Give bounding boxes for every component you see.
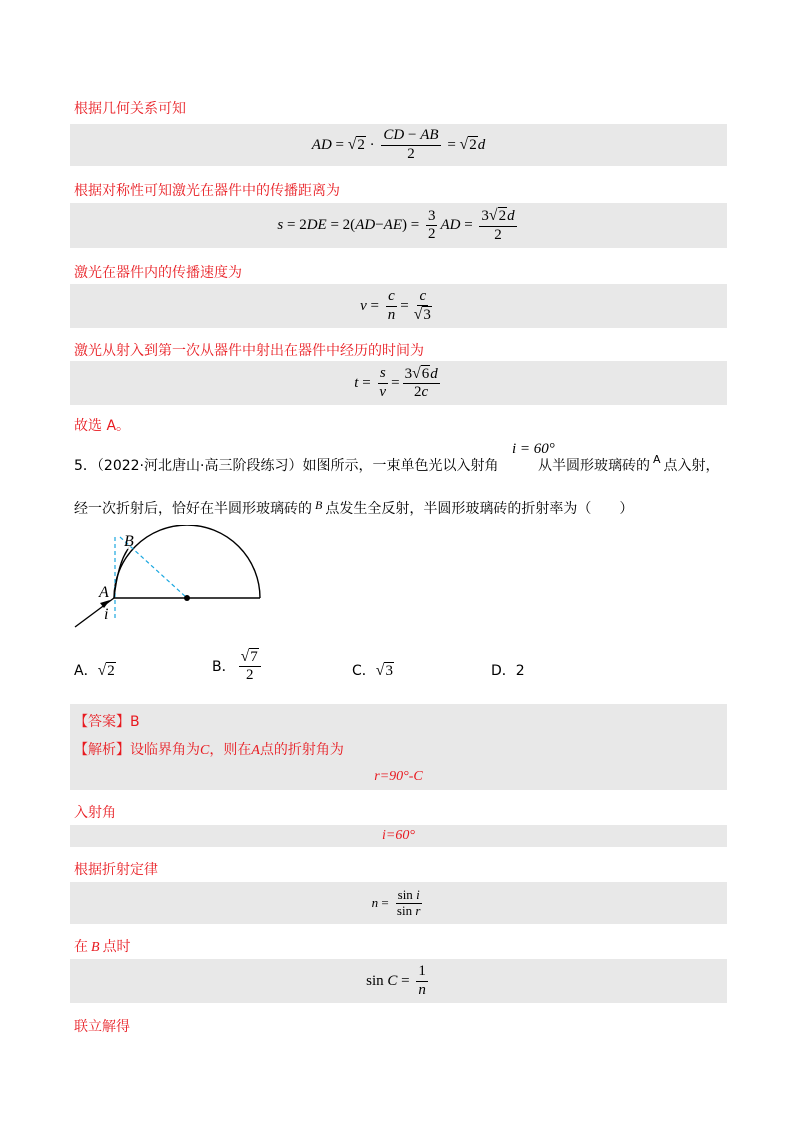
- label-at-b: [74, 936, 131, 956]
- equation-sinc: sin C = $\frac{1}{n}$: [366, 963, 426, 998]
- equation-band-r: [70, 764, 727, 790]
- label-at-b-pre: 在: [74, 939, 88, 955]
- question-line-2: [74, 498, 633, 518]
- analysis-end: 点的折射角为: [259, 742, 344, 758]
- equation-band-n: [70, 882, 727, 924]
- equation-t: t = $\frac{s}{v}$ = 3 √ 6 d 2c: [354, 364, 438, 400]
- label-solve: 联立解得: [74, 1019, 130, 1035]
- analysis-prefix: 【解析】设临界角为: [74, 742, 200, 758]
- equation-band-v: [70, 284, 727, 328]
- equation-ad: AD = √ 2 · $\frac{CD - AB}{2}$ = √ 2 d: [311, 127, 486, 162]
- equation-band-t: [70, 361, 727, 405]
- question-text-2: 从半圆形玻璃砖的: [538, 458, 650, 474]
- label-point-b: B: [124, 533, 134, 550]
- center-point: [184, 595, 190, 601]
- label-point-a: A: [99, 584, 109, 601]
- option-c[interactable]: C． √ 3: [352, 662, 393, 679]
- answer-label: 【答案】B: [74, 714, 140, 730]
- analysis-mid: ，则在: [209, 742, 252, 758]
- equation-v: v = $\frac{c}{n}$ = c √ 3: [360, 287, 431, 323]
- analysis-line: [74, 739, 344, 759]
- option-b-label: B．: [212, 659, 236, 676]
- conclusion-text: 故选 A。: [74, 418, 131, 434]
- label-at-b-post: 点时: [102, 939, 131, 955]
- question-line-1: [74, 455, 498, 475]
- equation-r: r=90°-C: [374, 769, 423, 784]
- option-a[interactable]: A． √ 2: [74, 662, 115, 679]
- equation-i: i=60°: [382, 828, 415, 843]
- refracted-ray: [114, 549, 128, 598]
- question-text-1: 如图所示，一束单色光以入射角: [302, 458, 499, 474]
- analysis-a: A: [251, 743, 260, 758]
- question-line-1b: [538, 455, 720, 475]
- question-text-5: 点发生全反射，半圆形玻璃砖的折射率为（ ）: [325, 501, 634, 517]
- semicircle-arc: [114, 525, 260, 598]
- question-text-4: 经一次折射后，恰好在半圆形玻璃砖的: [74, 501, 312, 517]
- equation-s: s = 2 DE = 2( AD − AE ) = $\frac{3}{2}$ AD = 3 √ 2 d 2: [277, 207, 515, 243]
- equation-n: n = $\frac{\text{sin i}}{\text{sin r}}$: [371, 886, 421, 918]
- label-time: 激光从射入到第一次从器件中射出在器件中经历的时间为: [74, 343, 424, 359]
- label-symmetry: 根据对称性可知激光在器件中的传播距离为: [74, 183, 340, 199]
- question-source: （2022·河北唐山·高三阶段练习）: [96, 458, 303, 474]
- equation-band-s: [70, 203, 727, 248]
- label-refraction-law: 根据折射定律: [74, 862, 158, 878]
- equation-band-i: [70, 825, 727, 847]
- equation-band-ad: [70, 124, 727, 166]
- question-text-3: 点入射，: [663, 458, 720, 474]
- equation-band-sinc: [70, 959, 727, 1003]
- semicircle-diagram: [70, 525, 270, 635]
- question-point-b: B: [315, 498, 323, 512]
- question-point-a: A: [653, 453, 661, 466]
- option-d[interactable]: D．2: [491, 663, 525, 679]
- label-angle-i: i: [104, 606, 109, 623]
- label-speed: 激光在器件内的传播速度为: [74, 265, 242, 281]
- label-at-b-point: B: [91, 940, 100, 955]
- option-b[interactable]: B． √ 7 2: [212, 648, 264, 685]
- question-angle: i = 60°: [512, 441, 555, 457]
- question-number: 5．: [74, 458, 97, 474]
- option-a-label: A．: [74, 663, 98, 679]
- option-c-label: C．: [352, 663, 376, 679]
- label-incident-angle: 入射角: [74, 805, 116, 821]
- analysis-c: C: [200, 743, 210, 758]
- label-geometry: 根据几何关系可知: [74, 101, 186, 117]
